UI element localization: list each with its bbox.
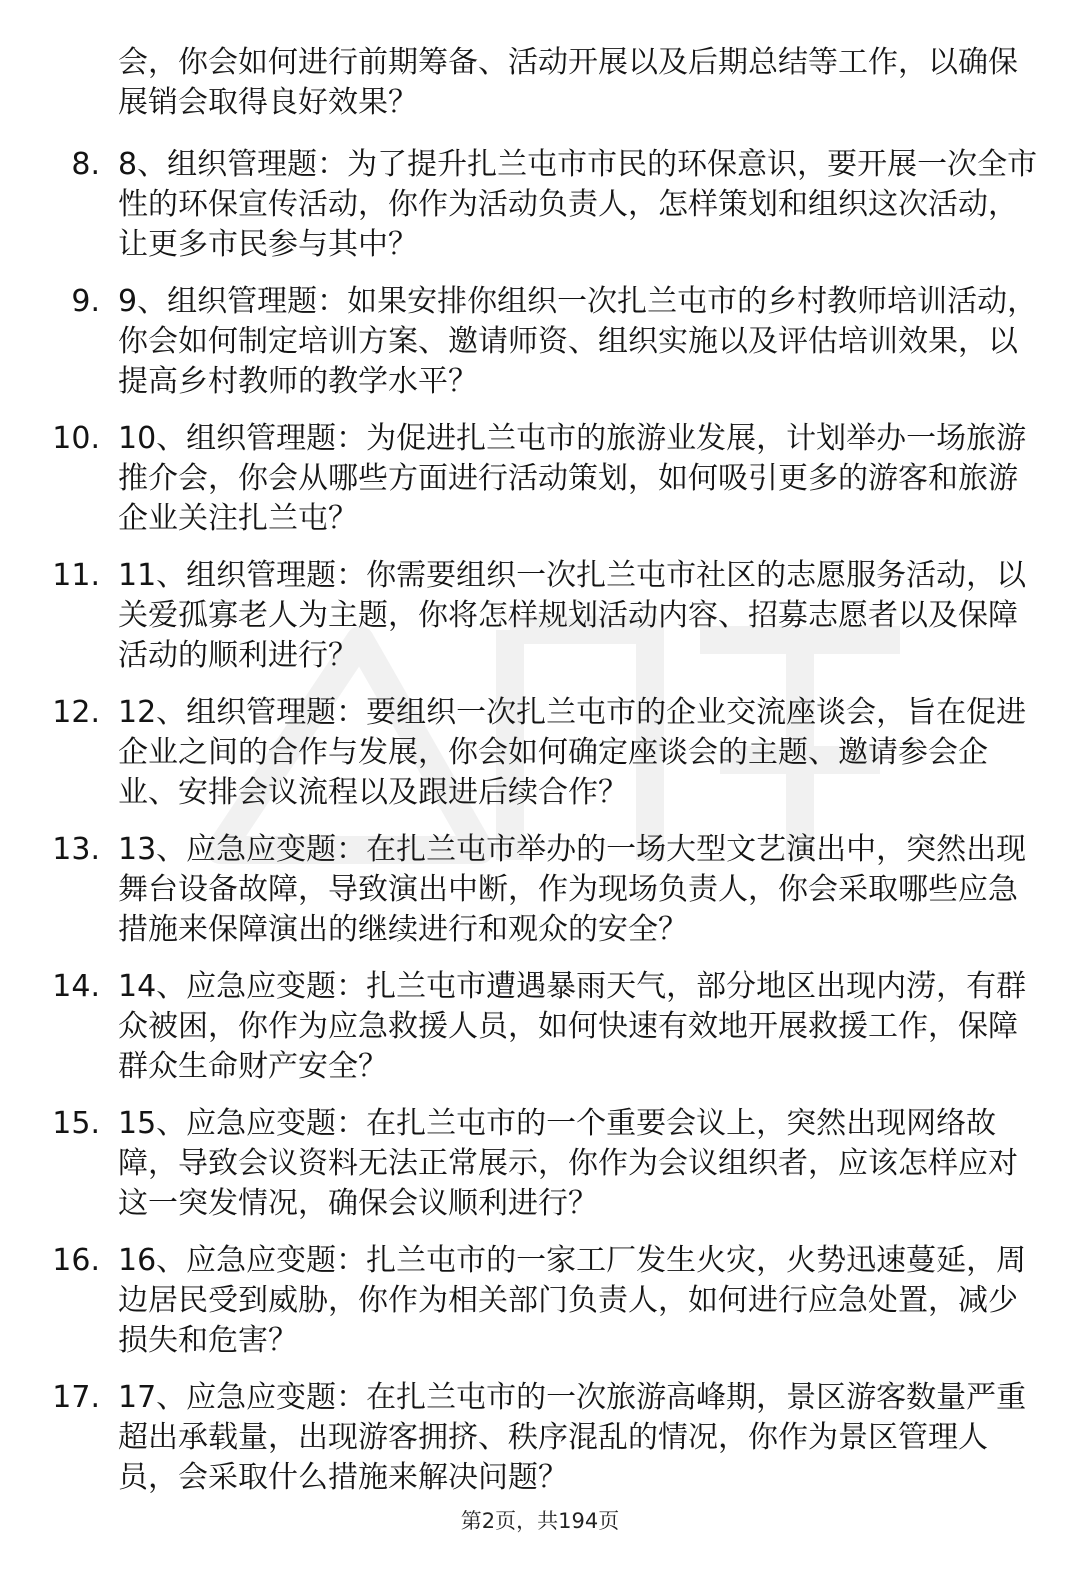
question-number: 12. [52, 695, 100, 730]
question-number: 15. [52, 1106, 100, 1141]
page-number-footer: 第2页，共194页 [460, 1509, 620, 1533]
question-item [0, 830, 1040, 950]
question-text: 14、应急应变题：扎兰屯市遭遇暴雨天气，部分地区出现内涝，有群众被困，你作为应急救援人员，如何快速有效地开展救援工作，保障群众生命财产安全？ [118, 969, 1027, 1084]
question-text: 10、组织管理题：为促进扎兰屯市的旅游业发展，计划举办一场旅游推介会，你会从哪些方面进行活动策划，如何吸引更多的游客和旅游企业关注扎兰屯？ [118, 421, 1027, 536]
question-list [0, 145, 1080, 1515]
question-number: 10. [52, 421, 100, 456]
question-item [0, 693, 1040, 813]
question-number: 9. [71, 284, 100, 319]
question-text: 15、应急应变题：在扎兰屯市的一个重要会议上，突然出现网络故障，导致会议资料无法正常展示，你作为会议组织者，应该怎样应对这一突发情况，确保会议顺利进行？ [118, 1106, 1018, 1221]
question-item [0, 967, 1040, 1087]
question-number: 13. [52, 832, 100, 867]
question-text: 17、应急应变题：在扎兰屯市的一次旅游高峰期，景区游客数量严重超出承载量，出现游客拥挤、秩序混乱的情况，你作为景区管理人员，会采取什么措施来解决问题？ [118, 1380, 1027, 1495]
question-text: 9、组织管理题：如果安排你组织一次扎兰屯市的乡村教师培训活动，你会如何制定培训方案、邀请师资、组织实施以及评估培训效果，以提高乡村教师的教学水平？ [118, 284, 1038, 399]
question-item [0, 1104, 1040, 1224]
question-number: 17. [52, 1380, 100, 1415]
continuation-paragraph: 会，你会如何进行前期筹备、活动开展以及后期总结等工作，以确保展销会取得良好效果？ [118, 45, 1018, 120]
question-item [0, 145, 1040, 265]
question-text: 13、应急应变题：在扎兰屯市举办的一场大型文艺演出中，突然出现舞台设备故障，导致演出中断，作为现场负责人，你会采取哪些应急措施来保障演出的继续进行和观众的安全？ [118, 832, 1027, 947]
question-item [0, 1378, 1040, 1498]
question-number: 14. [52, 969, 100, 1004]
question-item [0, 1241, 1040, 1361]
question-text: 11、组织管理题：你需要组织一次扎兰屯市社区的志愿服务活动，以关爱孤寡老人为主题，你将怎样规划活动内容、招募志愿者以及保障活动的顺利进行？ [118, 558, 1027, 673]
question-item [0, 419, 1040, 539]
question-text: 8、组织管理题：为了提升扎兰屯市市民的环保意识，要开展一次全市性的环保宣传活动，你作为活动负责人，怎样策划和组织这次活动，让更多市民参与其中？ [118, 147, 1038, 262]
question-number: 16. [52, 1243, 100, 1278]
question-number: 11. [52, 558, 100, 593]
question-item [0, 282, 1040, 402]
question-text: 16、应急应变题：扎兰屯市的一家工厂发生火灾，火势迅速蔓延，周边居民受到威胁，你作为相关部门负责人，如何进行应急处置，减少损失和危害？ [118, 1243, 1027, 1358]
question-item [0, 556, 1040, 676]
question-number: 8. [71, 147, 100, 182]
question-text: 12、组织管理题：要组织一次扎兰屯市的企业交流座谈会，旨在促进企业之间的合作与发展，你会如何确定座谈会的主题、邀请参会企业、安排会议流程以及跟进后续合作？ [118, 695, 1027, 810]
